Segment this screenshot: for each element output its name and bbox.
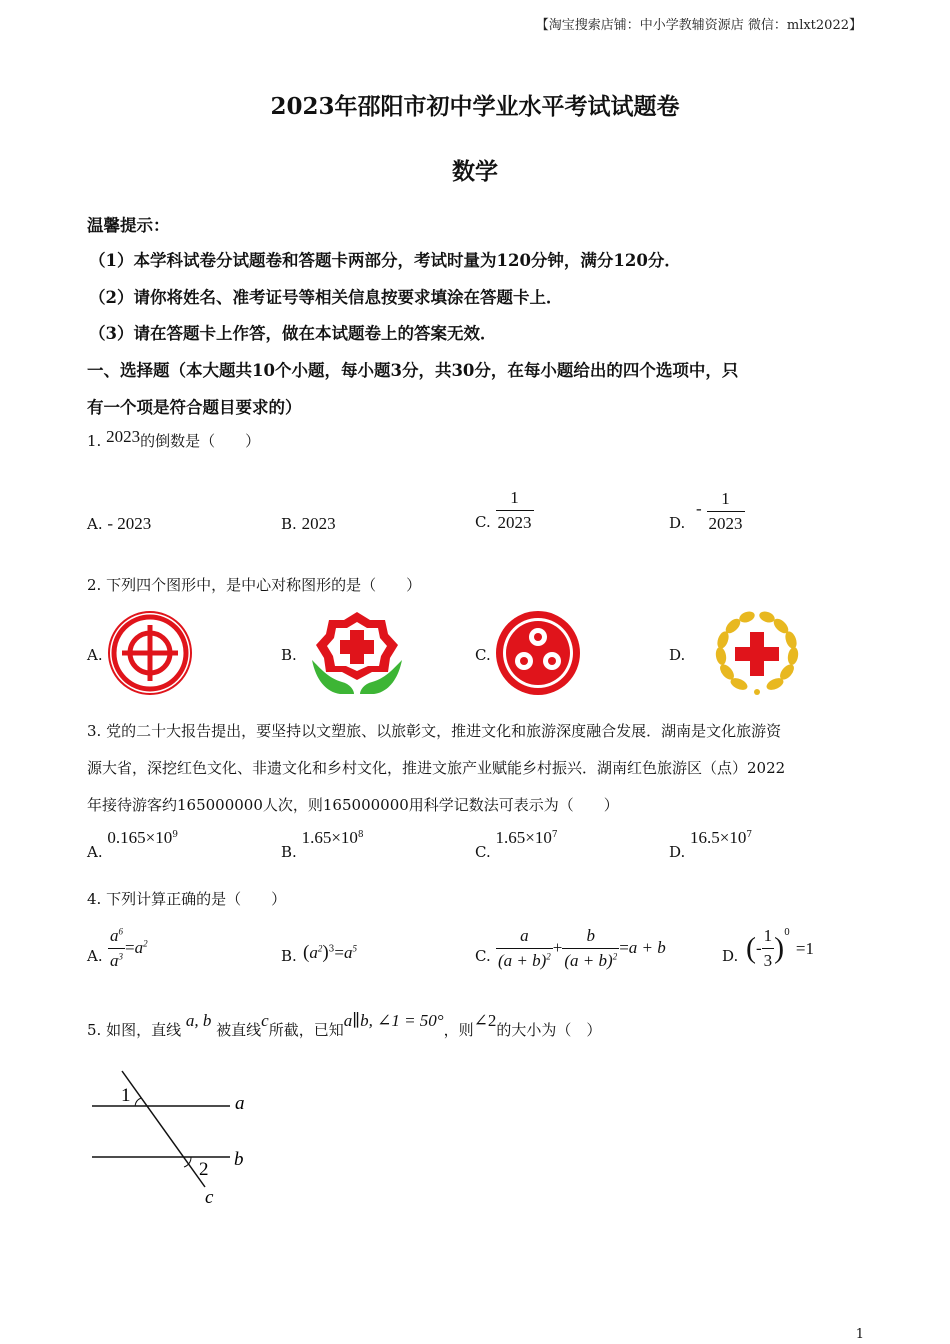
question-2: 2. 下列四个图形中，是中心对称图形的是（ ） (87, 576, 422, 594)
option-label: A. (87, 515, 103, 533)
tips-heading: 温馨提示： (87, 216, 170, 235)
figure-label-b: b (234, 1149, 244, 1170)
q1-option-a (87, 514, 151, 534)
coefficient: 1.65 (495, 828, 526, 847)
q3-option-b (281, 828, 364, 861)
q4-option-d-label: D. (722, 947, 739, 965)
q5-angle: ∠2 (473, 1011, 497, 1030)
q5-vars-ab: a, b (185, 1011, 212, 1030)
section-1-heading-line2: 有一个项是符合题目要求的） (87, 398, 302, 417)
q4-option-a-expression: $\frac{a^6}{a^3}$ $=a^2$ (110, 926, 148, 970)
q1-text: 的倒数是（ ） (140, 432, 261, 450)
option-label: B. (281, 843, 297, 861)
option-label: D. (669, 513, 686, 532)
times-ten: ×10 (331, 828, 358, 847)
fraction-numerator: 1 (763, 926, 773, 945)
option-label: A. (87, 843, 103, 861)
subject-title: 数学 (452, 158, 498, 185)
tip-2: （2）请你将姓名、准考证号等相关信息按要求填涂在答题卡上． (89, 288, 563, 307)
question-number: 1. (87, 432, 102, 450)
q1-option-d (669, 489, 745, 534)
question-3-line1: 3. 党的二十大报告提出，要坚持以文塑旅、以旅彰文，推进文化和旅游深度融合发展．湖南是文化旅游资 (87, 722, 782, 740)
fraction-numerator: 1 (721, 489, 730, 508)
q5-text-3: 所截，已知 (268, 1021, 344, 1039)
fraction-numerator: a (520, 926, 529, 945)
question-3-line2: 源大省，深挖红色文化、非遗文化和乡村文化，推进文旅产业赋能乡村振兴．湖南红色旅游区（点）2022 (87, 759, 786, 777)
exponent: 8 (357, 830, 364, 840)
q4-option-c-label: C. (475, 947, 491, 965)
exponent: 7 (746, 830, 753, 840)
question-5 (87, 1010, 602, 1039)
fraction-denominator: 2023 (707, 511, 745, 534)
q4-option-c-expression: $\frac{a}{(a + b)^2}$ + $\frac{b}{(a + b)^2}$ =a + b (498, 926, 666, 970)
q4-option-b-expression: $(a^2)^3=a^5$ (303, 942, 357, 963)
fraction-denominator: 2023 (496, 510, 534, 533)
fraction-numerator: b (586, 926, 596, 945)
coefficient: 0.165 (107, 828, 146, 847)
q4-option-b-label: B. (281, 947, 297, 965)
fraction-denominator: $a^3$ (108, 948, 125, 971)
q5-condition: a∥b, ∠1 = 50° (343, 1011, 444, 1030)
angle-1-arc (135, 1098, 141, 1106)
q1-value: 2023 (106, 427, 141, 446)
q5-text-4: ，则 (443, 1021, 474, 1039)
fraction (496, 488, 534, 533)
exponent: 9 (172, 830, 178, 840)
figure-label-2: 2 (199, 1159, 209, 1180)
times-ten: ×10 (525, 828, 552, 847)
q5-figure-diagram (85, 1065, 265, 1210)
times-ten: ×10 (145, 828, 173, 847)
q2-option-d-label: D. (669, 646, 686, 664)
option-label: D. (669, 843, 686, 861)
exponent: 7 (551, 830, 558, 840)
fraction (496, 926, 553, 971)
fraction (707, 489, 745, 534)
q2-logo-b-icon (310, 608, 404, 696)
fraction (562, 926, 619, 971)
tip-3: （3）请在答题卡上作答，做在本试题卷上的答案无效． (89, 324, 497, 343)
figure-label-1: 1 (121, 1085, 131, 1106)
q5-text-5: 的大小为（ ） (496, 1021, 602, 1039)
q1-option-c (475, 488, 534, 533)
q4-option-d-expression: (- $\frac{1}{3}$ )$^0$=1 (746, 926, 814, 970)
question-1 (87, 427, 261, 451)
fraction-denominator: $(a + b)^2$ (562, 948, 619, 971)
question-4: 4. 下列计算正确的是（ ） (87, 890, 287, 908)
option-label: C. (475, 512, 491, 531)
fraction (762, 926, 775, 971)
q5-text-1: 5. 如图，直线 (87, 1021, 182, 1039)
option-label: B. (281, 515, 297, 533)
fraction-numerator: 1 (510, 488, 519, 507)
page-title: 2023年邵阳市初中学业水平考试试题卷 (270, 93, 680, 120)
option-label: C. (475, 843, 491, 861)
fraction (108, 926, 125, 971)
line-c (122, 1071, 205, 1187)
minus-sign: - (696, 498, 702, 518)
figure-label-a: a (235, 1093, 245, 1114)
q2-option-b-label: B. (281, 646, 297, 664)
q2-logo-a-icon (107, 610, 193, 696)
option-value: 2023 (301, 514, 336, 533)
page-number: 1 (855, 1327, 864, 1342)
fraction-numerator: $a^6$ (110, 926, 123, 945)
times-ten: ×10 (719, 828, 747, 847)
fraction-denominator: $(a + b)^2$ (496, 948, 553, 971)
coefficient: 16.5 (690, 828, 720, 847)
figure-label-c: c (205, 1187, 214, 1208)
q2-option-c-label: C. (475, 646, 491, 664)
q3-option-d (669, 828, 753, 861)
q1-option-b (281, 514, 336, 534)
fraction-denominator: 3 (762, 948, 775, 971)
q2-option-a-label: A. (87, 646, 103, 664)
q2-logo-d-icon (713, 610, 801, 696)
header-note: 【淘宝搜索店铺：中小学教辅资源店 微信：mlxt2022】 (535, 18, 862, 33)
q4-option-a-label: A. (87, 947, 103, 965)
question-3-line3: 年接待游客约165000000人次，则165000000用科学记数法可表示为（ ） (87, 796, 619, 814)
coefficient: 1.65 (301, 828, 332, 847)
q5-var-c: c (261, 1011, 269, 1030)
option-value: - 2023 (107, 514, 152, 533)
q5-text-2: 被直线 (216, 1021, 262, 1039)
q3-option-a (87, 828, 178, 861)
q2-logo-c-icon (495, 610, 581, 696)
section-1-heading-line1: 一、选择题（本大题共10个小题，每小题3分，共30分，在每小题给出的四个选项中，只 (87, 361, 739, 380)
tip-1: （1）本学科试卷分试题卷和答题卡两部分，考试时量为120分钟，满分120分． (89, 251, 681, 270)
q3-option-c (475, 828, 558, 861)
